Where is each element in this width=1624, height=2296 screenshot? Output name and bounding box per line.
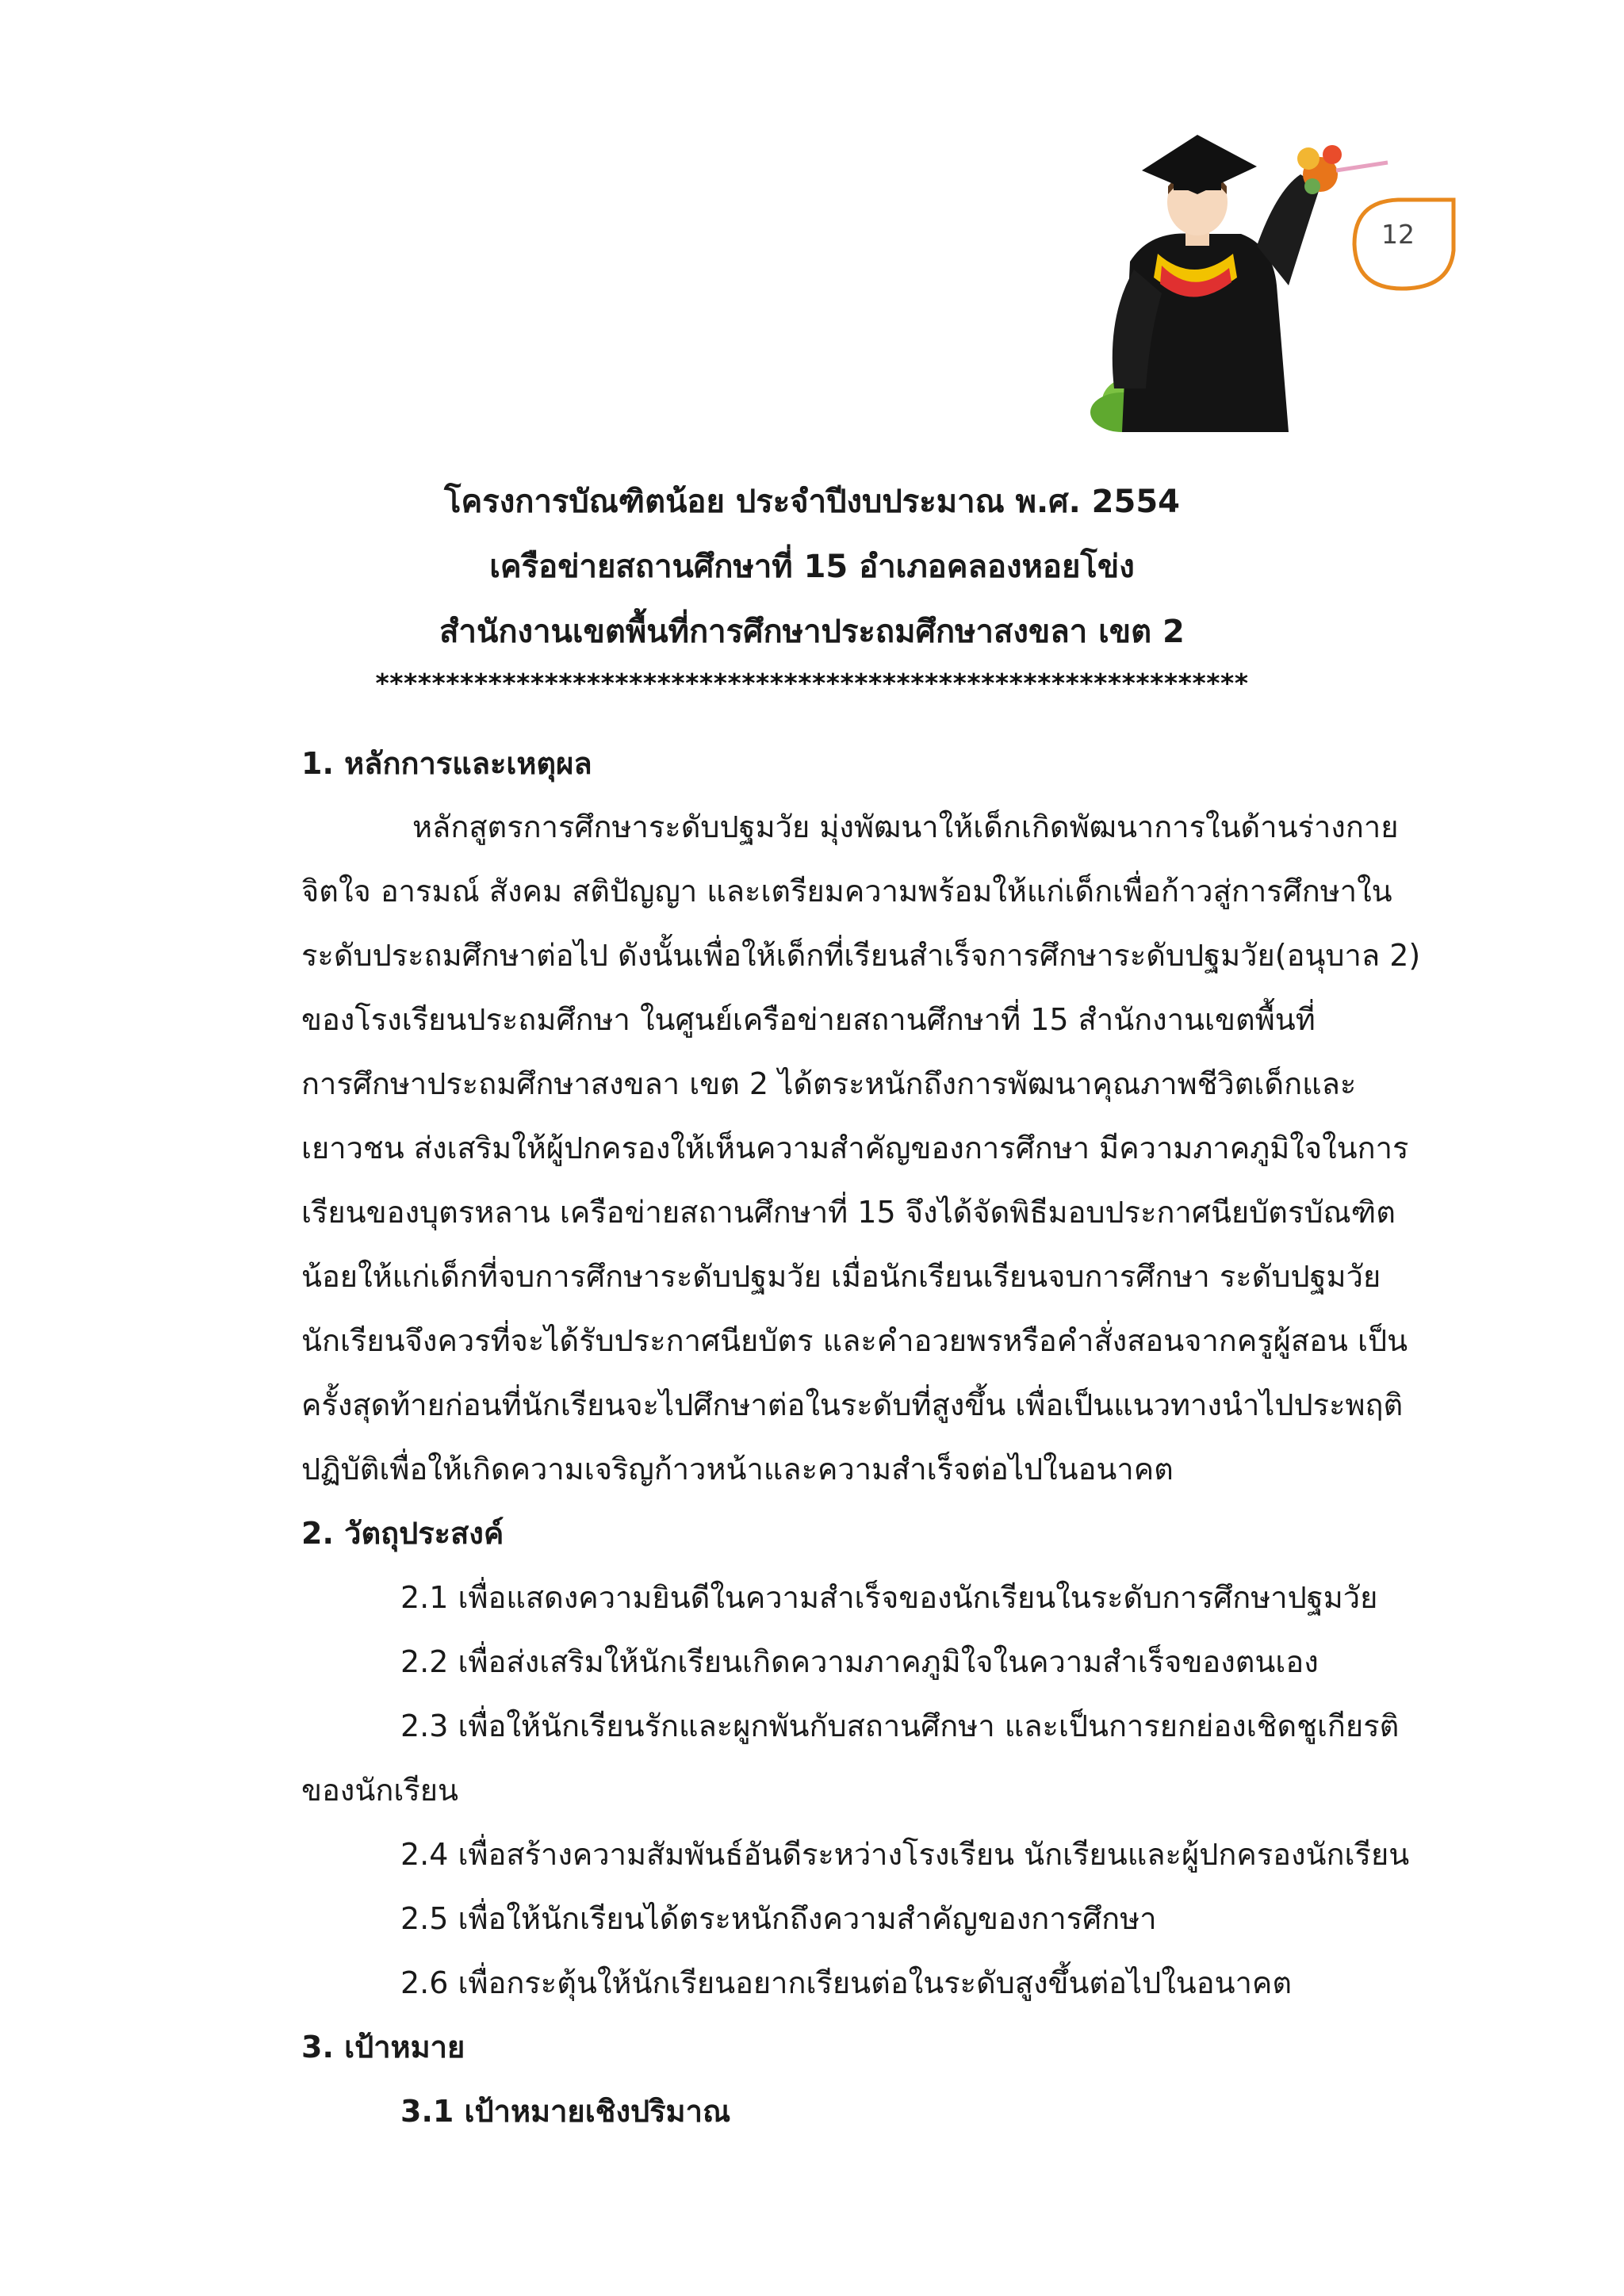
page-number: 12 <box>1381 219 1415 250</box>
document-title: โครงการบัณฑิตน้อย ประจำปีงบประมาณ พ.ศ. 2554 <box>443 484 1181 520</box>
paragraph-line: ปฏิบัติเพื่อให้เกิดความเจริญก้าวหน้าและความสำเร็จต่อไปในอนาคต <box>301 1452 1174 1487</box>
paragraph-line: การศึกษาประถมศึกษาสงขลา เขต 2 ได้ตระหนักถึงการพัฒนาคุณภาพชีวิตเด็กและ <box>301 1066 1357 1101</box>
objective-item: 2.4 เพื่อสร้างความสัมพันธ์อันดีระหว่างโรงเรียน นักเรียนและผู้ปกครองนักเรียน <box>400 1837 1410 1872</box>
objective-item: 2.5 เพื่อให้นักเรียนได้ตระหนักถึงความสำคัญของการศึกษา <box>400 1901 1157 1936</box>
paragraph-line: ระดับประถมศึกษาต่อไป ดังนั้นเพื่อให้เด็กที่เรียนสำเร็จการศึกษาระดับปฐมวัย(อนุบาล 2) <box>301 938 1421 973</box>
document-subtitle-office: สำนักงานเขตพื้นที่การศึกษาประถมศึกษาสงขลา เขต 2 <box>439 614 1185 650</box>
section-heading-objectives: 2. วัตถุประสงค์ <box>301 1516 504 1551</box>
objective-item: 2.6 เพื่อกระตุ้นให้นักเรียนอยากเรียนต่อในระดับสูงขึ้นต่อไปในอนาคต <box>400 1965 1293 2000</box>
objective-item: 2.2 เพื่อส่งเสริมให้นักเรียนเกิดความภาคภูมิใจในความสำเร็จของตนเอง <box>400 1644 1319 1679</box>
document-subtitle-network: เครือข่ายสถานศึกษาที่ 15 อำเภอคลองหอยโข่ง <box>489 549 1135 585</box>
paragraph-line: นักเรียนจึงควรที่จะได้รับประกาศนียบัตร และคำอวยพรหรือคำสั่งสอนจากครูผู้สอน เป็น <box>301 1323 1408 1358</box>
paragraph-line: น้อยให้แก่เด็กที่จบการศึกษาระดับปฐมวัย เมื่อนักเรียนเรียนจบการศึกษา ระดับปฐมวัย <box>301 1259 1381 1294</box>
paragraph-line: เรียนของบุตรหลาน เครือข่ายสถานศึกษาที่ 15 จึงได้จัดพิธีมอบประกาศนียบัตรบัณฑิต <box>301 1195 1396 1230</box>
objective-item: 2.1 เพื่อแสดงความยินดีในความสำเร็จของนักเรียนในระดับการศึกษาปฐมวัย <box>400 1580 1378 1615</box>
subsection-heading-quantitative: 3.1 เป้าหมายเชิงปริมาณ <box>400 2094 731 2129</box>
paragraph-line: เยาวชน ส่งเสริมให้ผู้ปกครองให้เห็นความสำคัญของการศึกษา มีความภาคภูมิใจในการ <box>301 1131 1409 1165</box>
paragraph-line: ของโรงเรียนประถมศึกษา ในศูนย์เครือข่ายสถานศึกษาที่ 15 สำนักงานเขตพื้นที่ <box>301 1002 1316 1037</box>
paragraph-line: ครั้งสุดท้ายก่อนที่นักเรียนจะไปศึกษาต่อในระดับที่สูงขึ้น เพื่อเป็นแนวทางนำไปประพฤติ <box>301 1387 1404 1422</box>
section-heading-rationale: 1. หลักการและเหตุผล <box>301 746 592 781</box>
star-divider: ************************************************************** <box>375 668 1249 698</box>
paragraph-line: หลักสูตรการศึกษาระดับปฐมวัย มุ่งพัฒนาให้เด็กเกิดพัฒนาการในด้านร่างกาย <box>412 809 1399 844</box>
objective-item: 2.3 เพื่อให้นักเรียนรักและผูกพันกับสถานศึกษา และเป็นการยกย่องเชิดชูเกียรติ <box>400 1709 1400 1743</box>
objective-item-continuation: ของนักเรียน <box>301 1773 458 1808</box>
paragraph-line: จิตใจ อารมณ์ สังคม สติปัญญา และเตรียมความพร้อมให้แก่เด็กเพื่อก้าวสู่การศึกษาใน <box>301 874 1392 909</box>
section-heading-targets: 3. เป้าหมาย <box>301 2030 465 2064</box>
